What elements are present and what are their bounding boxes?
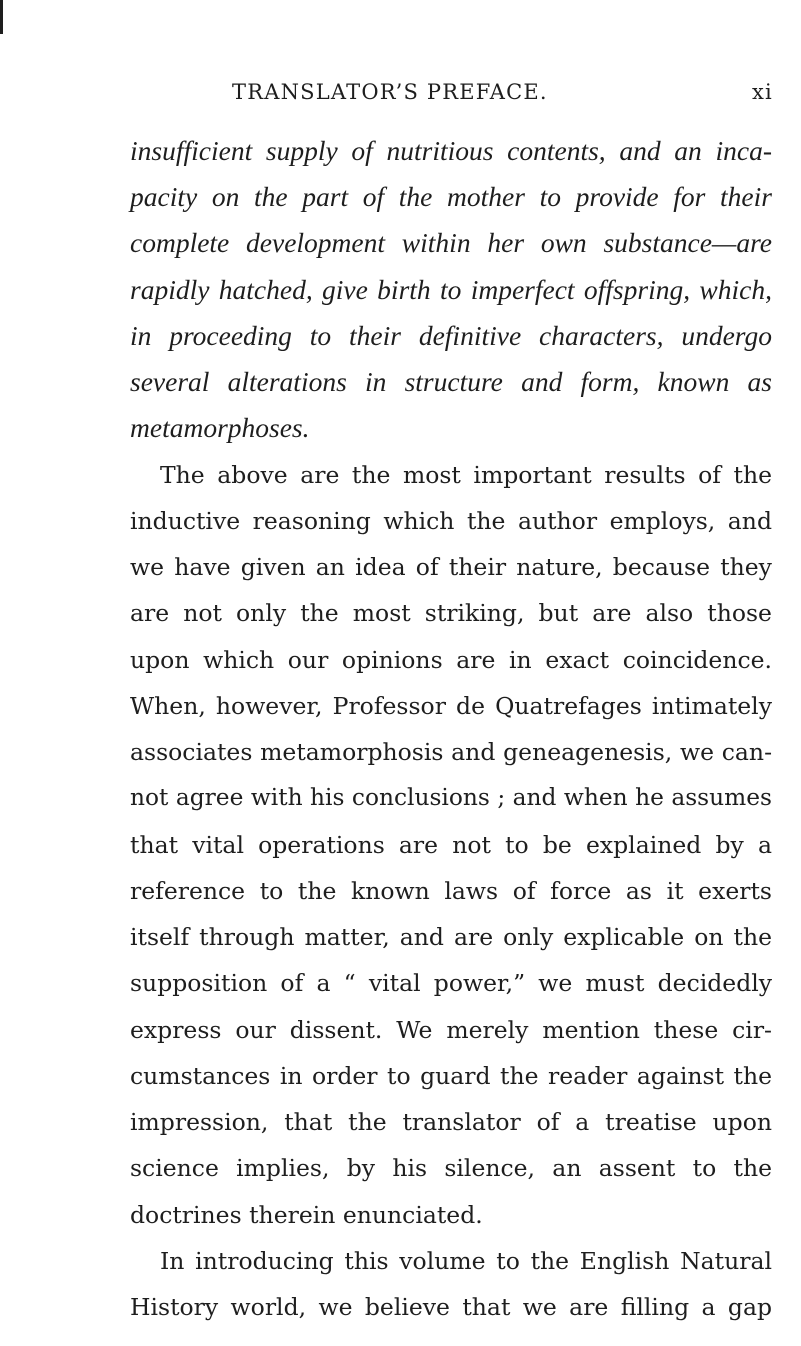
text-line: not agree with his conclusions ; and when he assumes <box>130 784 772 811</box>
text-line: associates metamorphosis and geneagenesis, we can- <box>130 738 773 766</box>
text-line: cumstances in order to guard the reader against the <box>130 1062 772 1090</box>
text-line: rapidly hatched, give birth to imperfect offspring, which, <box>130 274 772 305</box>
text-line: insufficient supply of nutritious contents, and an inca- <box>130 135 772 166</box>
text-line: impression, that the translator of a treatise upon <box>130 1108 772 1136</box>
text-line: are not only the most striking, but are also those <box>130 599 772 627</box>
text-line: several alterations in structure and form, known as <box>130 366 773 397</box>
running-title: TRANSLATOR’S PREFACE. <box>232 80 548 104</box>
text-line: science implies, by his silence, an assent to the <box>130 1154 773 1182</box>
page-number: xi <box>752 80 773 104</box>
text-line: doctrines therein enunciated. <box>130 1201 483 1229</box>
text-line: express our dissent. We merely mention these cir- <box>130 1016 772 1044</box>
page-edge-mark <box>0 0 3 34</box>
text-line: The above are the most important results of the <box>160 461 773 489</box>
text-line: upon which our opinions are in exact coincidence. <box>130 646 772 674</box>
text-line: pacity on the part of the mother to provide for their <box>130 181 772 212</box>
running-head <box>0 80 801 116</box>
text-line: we have given an idea of their nature, because they <box>130 553 772 581</box>
text-line: History world, we believe that we are filling a gap <box>130 1293 773 1321</box>
text-line: that vital operations are not to be explained by a <box>130 831 772 859</box>
text-line: supposition of a “ vital power,” we must decidedly <box>130 969 773 997</box>
text-line: reference to the known laws of force as it exerts <box>130 877 772 905</box>
text-line: In introducing this volume to the English Natural <box>160 1247 773 1275</box>
text-line: complete development within her own substance—are <box>130 227 773 258</box>
text-line: When, however, Professor de Quatrefages intimately <box>130 692 772 720</box>
text-line: inductive reasoning which the author employs, and <box>130 507 772 535</box>
text-line: itself through matter, and are only explicable on the <box>130 923 773 951</box>
text-line: metamorphoses. <box>130 412 310 443</box>
text-line: in proceeding to their definitive characters, undergo <box>130 320 772 351</box>
